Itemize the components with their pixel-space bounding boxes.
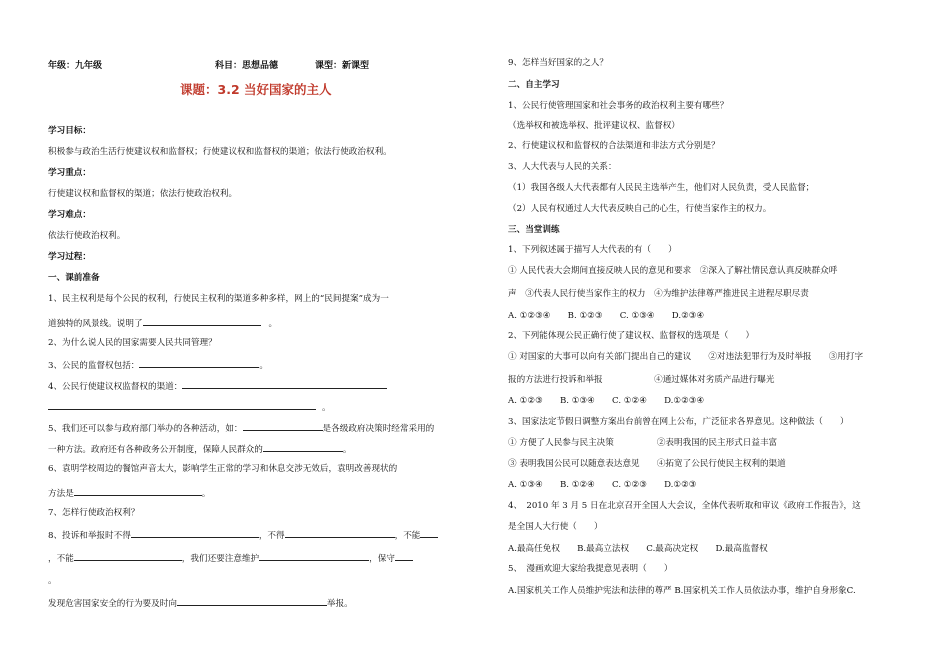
question-line	[48, 401, 331, 414]
question-line	[48, 380, 387, 393]
choices-text: A.最高任免权 B.最高立法权 C.最高决定权 D.最高监督权	[508, 544, 768, 554]
question-text: 4、公民行使建议权监督权的渠道：	[48, 382, 183, 392]
question-text: 是全国人大行使（ ）	[508, 522, 603, 532]
subject-label: 科目：思想品德	[215, 61, 279, 71]
fill-blank[interactable]	[74, 487, 202, 496]
grade-label: 年级：九年级	[48, 61, 103, 71]
answer-text: （2）人民有权通过人大代表反映自己的心生，行使当家作主的权力。	[508, 204, 772, 214]
fill-blank[interactable]	[177, 597, 327, 606]
question-text: 举报。	[326, 599, 353, 609]
question-line	[48, 359, 268, 372]
fill-blank[interactable]	[420, 529, 438, 538]
key-text: 行使建议权和监督权的渠道；依法行使政治权利。	[48, 189, 238, 199]
process-label: 学习过程：	[48, 252, 91, 262]
goal-label: 学习目标：	[48, 126, 91, 136]
question-text: 发现危害国家安全的行为要及时向	[48, 599, 177, 609]
punctuation: 。	[48, 576, 57, 586]
option-text: 报的方法进行投诉和举报 ④通过媒体对劣质产品进行曝光	[508, 375, 775, 385]
punctuation: 。	[259, 361, 269, 371]
question-text: ，不能	[48, 554, 74, 564]
lesson-type-label: 课型：新课型	[315, 61, 370, 71]
question-text: 8、投诉和举报时不得	[48, 531, 131, 541]
question-line	[48, 529, 438, 542]
question-text: 6、袁明学校周边的餐馆声音太大，影响学生正常的学习和休息交涉无效后，袁明改善现状的	[48, 464, 398, 474]
fill-blank[interactable]	[139, 359, 259, 368]
fill-blank[interactable]	[285, 529, 395, 538]
answer-text: （选举权和被选举权、批评建议权、监督权）	[508, 121, 680, 131]
option-text: ① 方便了人民参与民主决策 ②表明我国的民主形式日益丰富	[508, 438, 778, 448]
question-text: 5、 漫画欢迎大家给我提意见表明（ ）	[508, 564, 673, 574]
fill-blank[interactable]	[143, 317, 261, 326]
section-heading: 二、自主学习	[508, 80, 560, 90]
question-text: 2、为什么说人民的国家需要人民共同管理？	[48, 338, 217, 348]
question-text: 4、 2010 年 3 月 5 日在北京召开全国人大会议，全体代表听取和审议《政府工作报告》，这	[508, 501, 861, 511]
section-heading: 一、课前准备	[48, 273, 100, 283]
question-line	[48, 317, 277, 330]
punctuation: 。	[201, 489, 211, 499]
difficulty-label: 学习难点：	[48, 210, 91, 220]
fill-blank[interactable]	[131, 529, 259, 538]
page-title: 课题：3.2 当好国家的主人	[180, 82, 332, 97]
option-text: ① 对国家的大事可以向有关部门提出自己的建议 ②对违法犯罪行为及时举报 ③用打字	[508, 352, 864, 362]
fill-blank[interactable]	[259, 552, 369, 561]
question-line	[48, 552, 413, 565]
question-text: 3、国家法定节假日调整方案出台前曾在网上公布，广泛征求各界意见。这种做法（ ）	[508, 417, 849, 427]
question-text: ，不得	[258, 531, 285, 541]
punctuation: 。	[268, 319, 278, 329]
question-text: 9、怎样当好国家的之人？	[508, 58, 608, 68]
question-text: 3、公民的监督权包括：	[48, 361, 140, 371]
option-text: ③ 表明我国公民可以随意表达意见 ④拓宽了公民行使民主权利的渠道	[508, 459, 786, 469]
question-line	[48, 443, 351, 456]
question-text: 7、怎样行使政治权利？	[48, 508, 140, 518]
fill-blank[interactable]	[395, 552, 413, 561]
question-text: 一种方法。政府还有各种政务公开制度，保障人民群众的	[48, 445, 263, 455]
difficulty-text: 依法行使政治权利。	[48, 231, 126, 241]
question-text: ，不能	[394, 531, 421, 541]
goal-text: 积极参与政治生活行使建议权和监督权；行使建议权和监督权的渠道；依法行使政治权利。	[48, 147, 392, 157]
punctuation: 。	[342, 445, 352, 455]
option-text: ① 人民代表大会期间直接反映人民的意见和要求 ②深入了解社情民意认真反映群众呼	[508, 266, 838, 276]
question-text: 道独特的风景线。说明了	[48, 319, 143, 329]
section-heading: 三、当堂训练	[508, 225, 560, 235]
fill-blank[interactable]	[48, 401, 316, 410]
fill-blank[interactable]	[182, 380, 387, 389]
choices-text: A. ①②③④ B. ①②③ C. ①③④ D.②③④	[508, 311, 705, 321]
option-text: 声 ③代表人民行使当家作主的权力 ④为维护法律尊严推进民主进程尽职尽责	[508, 289, 809, 299]
choices-text: A. ①②③ B. ①③④ C. ①②④ D.①②③④	[508, 396, 705, 406]
question-line	[48, 487, 210, 500]
choices-text: A.国家机关工作人员维护宪法和法律的尊严 B.国家机关工作人员依法办事，维护自身形象C.	[508, 586, 856, 596]
question-text: 5、我们还可以参与政府部门举办的各种活动，如：	[48, 424, 243, 434]
question-line	[48, 597, 353, 610]
question-text: 1、民主权利是每个公民的权利，行使民主权利的渠道多种多样，网上的“民间提案”成为一	[48, 294, 389, 304]
question-text: 1、下列叙述属于描写人大代表的有（ ）	[508, 245, 677, 255]
question-text: 是各级政府决策时经常采用的	[322, 424, 435, 434]
fill-blank[interactable]	[74, 552, 182, 561]
fill-blank[interactable]	[243, 422, 323, 431]
choices-text: A. ①③④ B. ①②④ C. ①②③ D.①②③	[508, 480, 697, 490]
question-text: 2、下列能体现公民正确行使了建议权、监督权的选项是（ ）	[508, 331, 755, 341]
question-text: 3、人大代表与人民的关系：	[508, 162, 617, 172]
question-text: 1、公民行使管理国家和社会事务的政治权利主要有哪些？	[508, 101, 729, 111]
question-text: ，我们还要注意维护	[181, 554, 260, 564]
question-text: 2、行使建议权和监督权的合法渠道和非法方式分别是？	[508, 141, 720, 151]
key-label: 学习重点：	[48, 168, 91, 178]
answer-text: （1）我国各级人大代表都有人民民主选举产生，他们对人民负责，受人民监督；	[508, 183, 815, 193]
punctuation: 。	[322, 403, 331, 413]
question-line	[48, 422, 434, 435]
question-text: 方法是	[48, 489, 74, 499]
fill-blank[interactable]	[263, 443, 343, 452]
question-text: ，保守	[369, 554, 395, 564]
